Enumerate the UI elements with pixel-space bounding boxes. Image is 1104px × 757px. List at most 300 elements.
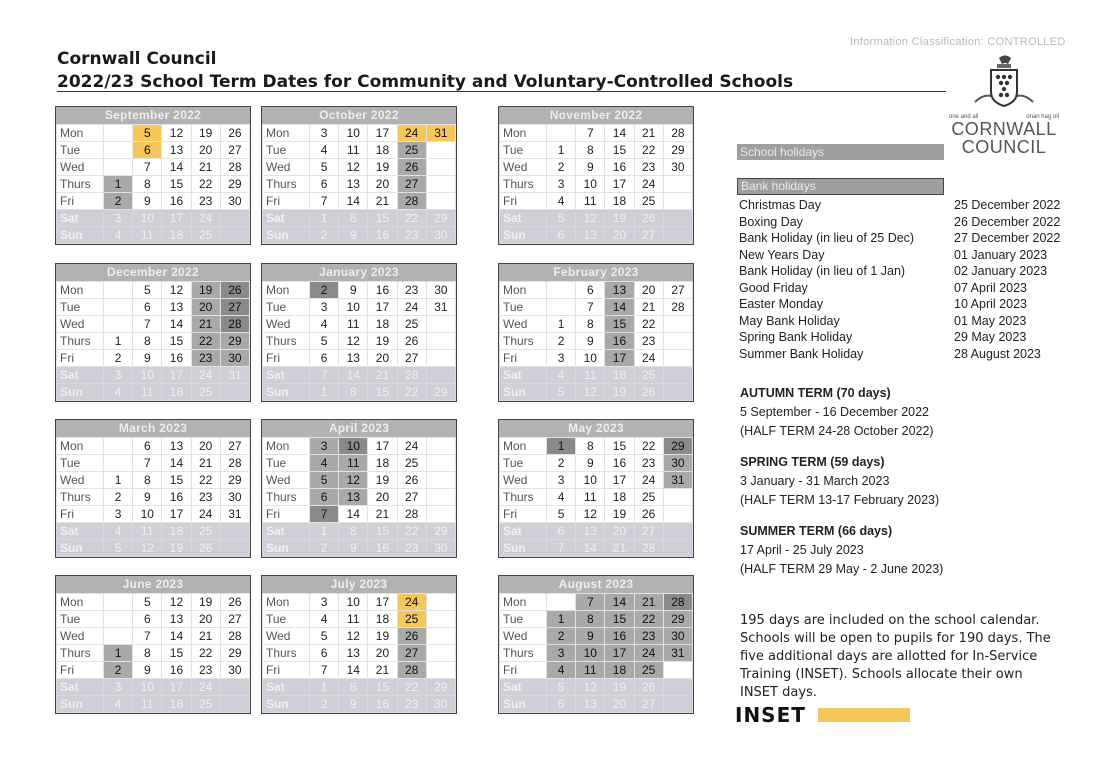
date-cell: 24 xyxy=(191,210,220,227)
date-cell: 29 xyxy=(426,679,455,696)
date-cell: 4 xyxy=(547,662,576,679)
date-cell xyxy=(547,594,576,611)
date-cell: 2 xyxy=(104,193,133,210)
date-cell: 3 xyxy=(547,350,576,367)
day-name: Sun xyxy=(263,540,310,557)
date-cell: 1 xyxy=(310,210,339,227)
date-cell: 17 xyxy=(162,506,191,523)
date-cell xyxy=(426,506,455,523)
bank-holiday-row xyxy=(739,313,1069,330)
date-cell: 18 xyxy=(162,384,191,401)
date-cell: 14 xyxy=(339,662,368,679)
date-cell: 23 xyxy=(634,628,663,645)
date-cell: 19 xyxy=(605,384,634,401)
date-cell: 17 xyxy=(162,210,191,227)
date-cell: 10 xyxy=(339,594,368,611)
date-cell: 5 xyxy=(547,384,576,401)
term-heading: AUTUMN TERM (70 days) xyxy=(740,386,891,400)
day-name: Wed xyxy=(500,472,547,489)
date-cell: 16 xyxy=(162,350,191,367)
date-cell: 16 xyxy=(162,489,191,506)
day-name: Mon xyxy=(263,438,310,455)
date-cell: 18 xyxy=(162,696,191,713)
date-cell: 24 xyxy=(191,506,220,523)
day-name: Thurs xyxy=(57,176,104,193)
date-cell xyxy=(104,455,133,472)
date-cell: 31 xyxy=(426,299,455,316)
date-cell: 29 xyxy=(220,472,249,489)
date-cell xyxy=(104,628,133,645)
date-cell: 19 xyxy=(368,628,397,645)
date-cell: 19 xyxy=(368,159,397,176)
date-cell: 16 xyxy=(368,282,397,299)
date-cell: 5 xyxy=(547,679,576,696)
date-cell: 27 xyxy=(220,142,249,159)
date-cell xyxy=(104,159,133,176)
date-cell xyxy=(663,506,692,523)
date-cell: 10 xyxy=(133,679,162,696)
day-name: Thurs xyxy=(263,645,310,662)
date-cell: 8 xyxy=(339,210,368,227)
date-cell: 26 xyxy=(397,159,426,176)
date-cell: 18 xyxy=(368,142,397,159)
date-cell: 15 xyxy=(162,333,191,350)
date-cell: 4 xyxy=(310,142,339,159)
date-cell xyxy=(663,193,692,210)
day-name: Sat xyxy=(57,367,104,384)
term-heading: SPRING TERM (59 days) xyxy=(740,455,885,469)
month-calendar xyxy=(261,575,457,714)
date-cell: 11 xyxy=(339,455,368,472)
date-cell: 17 xyxy=(162,679,191,696)
month-calendar xyxy=(498,575,694,714)
day-name: Thurs xyxy=(263,176,310,193)
date-cell: 18 xyxy=(605,662,634,679)
bank-holiday-date: 10 April 2023 xyxy=(954,297,1027,311)
day-name: Wed xyxy=(263,628,310,645)
day-name: Mon xyxy=(57,125,104,142)
month-table xyxy=(499,437,693,557)
day-name: Mon xyxy=(500,594,547,611)
bank-holiday-row xyxy=(739,280,1069,297)
bank-holiday-date: 07 April 2023 xyxy=(954,280,1027,295)
date-cell: 15 xyxy=(162,176,191,193)
date-cell: 8 xyxy=(133,472,162,489)
date-cell: 27 xyxy=(220,611,249,628)
inset-key xyxy=(735,703,910,727)
day-name: Tue xyxy=(57,455,104,472)
bank-holiday-date: 28 August 2023 xyxy=(954,346,1041,361)
date-cell: 13 xyxy=(576,523,605,540)
date-cell: 18 xyxy=(368,316,397,333)
date-cell: 23 xyxy=(397,227,426,244)
date-cell: 30 xyxy=(663,628,692,645)
date-cell: 13 xyxy=(339,645,368,662)
month-title: March 2023 xyxy=(56,420,250,437)
date-cell: 5 xyxy=(547,506,576,523)
date-cell xyxy=(663,316,692,333)
month-table xyxy=(499,281,693,401)
date-cell: 1 xyxy=(547,142,576,159)
date-cell: 20 xyxy=(634,282,663,299)
date-cell: 12 xyxy=(339,628,368,645)
day-name: Thurs xyxy=(500,176,547,193)
day-name: Fri xyxy=(57,506,104,523)
date-cell: 7 xyxy=(547,540,576,557)
date-cell: 26 xyxy=(220,594,249,611)
date-cell: 27 xyxy=(634,523,663,540)
month-title: September 2022 xyxy=(56,107,250,124)
date-cell: 10 xyxy=(339,125,368,142)
date-cell: 26 xyxy=(191,540,220,557)
date-cell: 15 xyxy=(368,523,397,540)
date-cell: 1 xyxy=(104,472,133,489)
date-cell: 9 xyxy=(576,333,605,350)
date-cell: 21 xyxy=(634,125,663,142)
date-cell: 28 xyxy=(663,299,692,316)
date-cell: 20 xyxy=(368,645,397,662)
date-cell xyxy=(426,489,455,506)
day-name: Mon xyxy=(263,125,310,142)
date-cell: 17 xyxy=(368,594,397,611)
date-cell: 28 xyxy=(397,367,426,384)
date-cell: 12 xyxy=(133,540,162,557)
date-cell: 15 xyxy=(605,316,634,333)
bank-holiday-row xyxy=(739,263,1069,280)
date-cell: 4 xyxy=(104,523,133,540)
date-cell: 5 xyxy=(133,282,162,299)
date-cell: 13 xyxy=(339,489,368,506)
date-cell: 23 xyxy=(397,696,426,713)
date-cell: 13 xyxy=(605,282,634,299)
day-name: Sun xyxy=(263,384,310,401)
day-name: Fri xyxy=(263,350,310,367)
date-cell xyxy=(426,662,455,679)
date-cell: 19 xyxy=(191,282,220,299)
date-cell: 14 xyxy=(605,299,634,316)
date-cell: 24 xyxy=(397,438,426,455)
day-name: Tue xyxy=(500,299,547,316)
date-cell: 19 xyxy=(368,333,397,350)
motto-right: onan hag oll xyxy=(1026,114,1059,120)
date-cell: 3 xyxy=(310,438,339,455)
date-cell: 23 xyxy=(634,159,663,176)
date-cell: 11 xyxy=(133,227,162,244)
term-dates xyxy=(740,384,1060,579)
date-cell xyxy=(663,227,692,244)
date-cell: 23 xyxy=(634,333,663,350)
date-cell: 28 xyxy=(634,540,663,557)
date-cell: 8 xyxy=(133,645,162,662)
inset-label: INSET xyxy=(735,703,806,727)
date-cell: 6 xyxy=(310,489,339,506)
day-name: Mon xyxy=(500,125,547,142)
day-name: Sun xyxy=(263,696,310,713)
date-cell: 25 xyxy=(397,611,426,628)
day-name: Wed xyxy=(263,159,310,176)
date-cell: 10 xyxy=(133,210,162,227)
date-cell: 1 xyxy=(310,679,339,696)
date-cell: 14 xyxy=(162,316,191,333)
date-cell: 16 xyxy=(162,193,191,210)
date-cell: 24 xyxy=(634,472,663,489)
date-cell: 10 xyxy=(339,438,368,455)
date-cell: 18 xyxy=(162,227,191,244)
date-cell: 10 xyxy=(576,350,605,367)
date-cell: 16 xyxy=(162,662,191,679)
date-cell: 8 xyxy=(576,611,605,628)
month-table xyxy=(262,593,456,713)
date-cell: 1 xyxy=(104,176,133,193)
day-name: Sat xyxy=(263,210,310,227)
date-cell: 12 xyxy=(162,594,191,611)
date-cell: 4 xyxy=(547,367,576,384)
day-name: Fri xyxy=(57,350,104,367)
date-cell: 29 xyxy=(220,176,249,193)
day-name: Tue xyxy=(500,611,547,628)
date-cell: 27 xyxy=(220,299,249,316)
date-cell: 2 xyxy=(104,662,133,679)
page-title: 2022/23 School Term Dates for Community and Voluntary-Controlled Schools xyxy=(57,72,794,92)
date-cell: 21 xyxy=(368,193,397,210)
date-cell: 6 xyxy=(547,696,576,713)
bank-holiday-row xyxy=(739,247,1069,264)
date-cell: 28 xyxy=(220,316,249,333)
date-cell: 26 xyxy=(397,333,426,350)
date-cell: 4 xyxy=(547,489,576,506)
date-cell: 22 xyxy=(634,611,663,628)
date-cell: 21 xyxy=(605,540,634,557)
date-cell: 26 xyxy=(634,210,663,227)
date-cell: 16 xyxy=(605,159,634,176)
crest-icon xyxy=(969,52,1039,114)
date-cell: 27 xyxy=(397,645,426,662)
day-name: Fri xyxy=(500,193,547,210)
day-name: Thurs xyxy=(57,333,104,350)
day-name: Sun xyxy=(500,540,547,557)
date-cell xyxy=(426,193,455,210)
date-cell: 4 xyxy=(104,227,133,244)
day-name: Sat xyxy=(263,367,310,384)
date-cell: 11 xyxy=(576,489,605,506)
inset-swatch xyxy=(818,708,910,722)
date-cell: 5 xyxy=(310,628,339,645)
date-cell: 22 xyxy=(191,333,220,350)
date-cell: 31 xyxy=(663,472,692,489)
date-cell: 14 xyxy=(576,540,605,557)
bank-holiday-date: 26 December 2022 xyxy=(954,214,1061,229)
date-cell: 6 xyxy=(310,350,339,367)
date-cell: 25 xyxy=(634,367,663,384)
date-cell: 22 xyxy=(397,523,426,540)
date-cell: 21 xyxy=(191,159,220,176)
day-name: Thurs xyxy=(263,489,310,506)
date-cell: 7 xyxy=(310,193,339,210)
date-cell: 13 xyxy=(576,696,605,713)
date-cell: 7 xyxy=(133,455,162,472)
date-cell: 3 xyxy=(104,210,133,227)
date-cell: 15 xyxy=(162,472,191,489)
month-title: December 2022 xyxy=(56,264,250,281)
date-cell: 18 xyxy=(368,611,397,628)
month-calendar xyxy=(261,106,457,245)
month-table xyxy=(56,124,250,244)
date-cell: 30 xyxy=(426,227,455,244)
date-cell: 11 xyxy=(576,662,605,679)
day-name: Sun xyxy=(57,227,104,244)
term-heading: SUMMER TERM (66 days) xyxy=(740,524,893,538)
date-cell: 21 xyxy=(191,628,220,645)
date-cell: 28 xyxy=(220,628,249,645)
day-name: Sat xyxy=(500,367,547,384)
date-cell: 15 xyxy=(162,645,191,662)
date-cell: 21 xyxy=(634,594,663,611)
day-name: Wed xyxy=(57,472,104,489)
date-cell: 6 xyxy=(310,176,339,193)
date-cell: 31 xyxy=(220,506,249,523)
date-cell: 24 xyxy=(397,299,426,316)
date-cell: 22 xyxy=(634,316,663,333)
date-cell: 20 xyxy=(368,350,397,367)
month-table xyxy=(56,437,250,557)
date-cell: 29 xyxy=(220,645,249,662)
day-name: Fri xyxy=(57,193,104,210)
date-cell: 23 xyxy=(191,662,220,679)
date-cell: 4 xyxy=(104,696,133,713)
bank-holiday-date: 01 May 2023 xyxy=(954,313,1027,328)
month-title: October 2022 xyxy=(262,107,456,124)
date-cell: 2 xyxy=(547,628,576,645)
date-cell: 9 xyxy=(133,193,162,210)
date-cell: 19 xyxy=(162,540,191,557)
date-cell: 20 xyxy=(605,696,634,713)
date-cell: 11 xyxy=(339,142,368,159)
date-cell: 15 xyxy=(368,679,397,696)
date-cell: 31 xyxy=(220,367,249,384)
date-cell xyxy=(663,662,692,679)
date-cell: 18 xyxy=(368,455,397,472)
day-name: Fri xyxy=(263,506,310,523)
date-cell: 29 xyxy=(426,384,455,401)
date-cell: 8 xyxy=(576,142,605,159)
month-table xyxy=(56,593,250,713)
date-cell: 11 xyxy=(133,384,162,401)
date-cell: 11 xyxy=(576,367,605,384)
term-dates-range: 3 January - 31 March 2023 xyxy=(740,474,890,488)
date-cell: 29 xyxy=(663,142,692,159)
month-table xyxy=(262,281,456,401)
date-cell: 7 xyxy=(576,299,605,316)
date-cell: 9 xyxy=(576,628,605,645)
date-cell: 18 xyxy=(605,367,634,384)
date-cell: 27 xyxy=(663,282,692,299)
date-cell: 1 xyxy=(547,316,576,333)
date-cell xyxy=(104,611,133,628)
date-cell xyxy=(220,679,249,696)
date-cell: 7 xyxy=(310,367,339,384)
date-cell: 4 xyxy=(310,455,339,472)
date-cell xyxy=(104,594,133,611)
motto-left: one and all xyxy=(949,114,979,120)
date-cell: 18 xyxy=(162,523,191,540)
bank-holiday-row xyxy=(739,197,1069,214)
date-cell xyxy=(220,227,249,244)
date-cell: 26 xyxy=(220,125,249,142)
date-cell: 28 xyxy=(663,125,692,142)
date-cell: 4 xyxy=(104,384,133,401)
date-cell: 31 xyxy=(663,645,692,662)
date-cell: 18 xyxy=(605,193,634,210)
date-cell: 8 xyxy=(133,176,162,193)
month-calendar xyxy=(55,263,251,402)
date-cell: 20 xyxy=(191,438,220,455)
date-cell xyxy=(426,350,455,367)
date-cell: 1 xyxy=(547,611,576,628)
day-name: Mon xyxy=(57,594,104,611)
date-cell: 16 xyxy=(368,227,397,244)
date-cell: 19 xyxy=(605,210,634,227)
date-cell xyxy=(104,142,133,159)
date-cell xyxy=(426,472,455,489)
bank-holiday-row xyxy=(739,329,1069,346)
date-cell: 11 xyxy=(339,316,368,333)
date-cell xyxy=(104,299,133,316)
date-cell: 24 xyxy=(191,367,220,384)
date-cell: 26 xyxy=(397,628,426,645)
title-block xyxy=(57,49,793,92)
date-cell xyxy=(426,142,455,159)
bank-holiday-date: 01 January 2023 xyxy=(954,247,1048,262)
day-name: Mon xyxy=(263,594,310,611)
date-cell: 25 xyxy=(634,193,663,210)
date-cell: 7 xyxy=(310,506,339,523)
term-dates-range: 17 April - 25 July 2023 xyxy=(740,543,864,557)
date-cell: 28 xyxy=(663,594,692,611)
date-cell: 13 xyxy=(162,299,191,316)
month-calendar xyxy=(55,106,251,245)
day-name: Sat xyxy=(57,679,104,696)
day-name: Sat xyxy=(57,523,104,540)
day-name: Thurs xyxy=(263,333,310,350)
date-cell: 17 xyxy=(605,472,634,489)
month-table xyxy=(499,593,693,713)
date-cell xyxy=(426,316,455,333)
date-cell: 10 xyxy=(576,176,605,193)
date-cell: 22 xyxy=(397,384,426,401)
date-cell: 28 xyxy=(397,662,426,679)
date-cell: 29 xyxy=(663,611,692,628)
day-name: Fri xyxy=(500,350,547,367)
date-cell: 17 xyxy=(162,367,191,384)
date-cell: 28 xyxy=(397,506,426,523)
date-cell: 9 xyxy=(339,696,368,713)
date-cell: 26 xyxy=(397,472,426,489)
date-cell: 20 xyxy=(605,227,634,244)
date-cell: 6 xyxy=(133,299,162,316)
month-calendar xyxy=(55,575,251,714)
date-cell: 8 xyxy=(576,316,605,333)
date-cell: 6 xyxy=(547,227,576,244)
date-cell: 6 xyxy=(310,645,339,662)
legend-bank-holidays: Bank holidays xyxy=(737,178,944,195)
date-cell: 29 xyxy=(426,523,455,540)
date-cell: 7 xyxy=(310,662,339,679)
date-cell xyxy=(426,159,455,176)
cornwall-council-logo xyxy=(944,52,1064,162)
date-cell: 23 xyxy=(397,282,426,299)
date-cell: 30 xyxy=(220,350,249,367)
calendar-note: 195 days are included on the school calendar. Schools will be open to pupils for 190 days. The five additional days are allotted for In-Service Training (INSET). Schools allocate their own INSET days. xyxy=(740,613,1051,700)
